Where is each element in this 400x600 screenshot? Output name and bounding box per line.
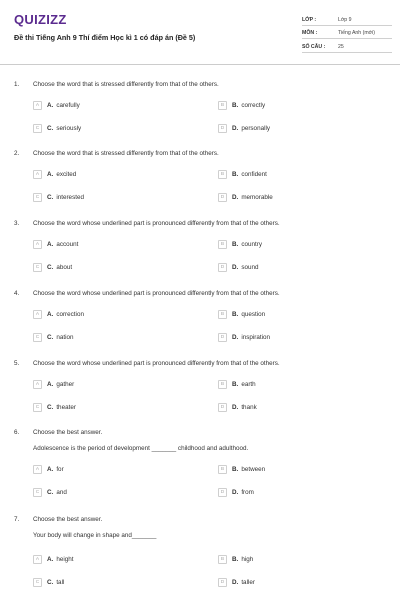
option-checkbox[interactable]: D [218, 124, 227, 133]
option-letter: B. [232, 170, 239, 178]
answer-option-b[interactable] [218, 309, 265, 319]
answer-option-d[interactable] [218, 123, 270, 133]
option-letter: C. [47, 124, 54, 132]
question-number: 5. [14, 360, 20, 367]
option-letter: C. [47, 193, 54, 201]
option-letter: C. [47, 488, 54, 496]
option-letter: A. [47, 101, 54, 109]
question-text: Choose the word whose underlined part is pronounced differently from that of the others. [33, 290, 280, 297]
answer-option-c[interactable] [33, 577, 64, 587]
question-text: Choose the best answer. [33, 516, 103, 523]
option-text: correction [56, 310, 84, 318]
option-letter: B. [232, 310, 239, 318]
option-checkbox[interactable]: A [33, 170, 42, 179]
option-letter: D. [232, 124, 239, 132]
option-checkbox[interactable]: A [33, 101, 42, 110]
option-text: earth [241, 380, 256, 388]
option-label [47, 556, 73, 563]
answer-option-b[interactable] [218, 379, 256, 389]
option-label [232, 171, 267, 178]
option-checkbox[interactable]: B [218, 465, 227, 474]
answer-option-b[interactable] [218, 239, 262, 249]
option-text: gather [56, 380, 75, 388]
answer-option-d[interactable] [218, 262, 258, 272]
question-text: Choose the word that is stressed differently from that of the others. [33, 81, 219, 88]
answer-option-c[interactable] [33, 402, 76, 412]
meta-row-subject [302, 26, 392, 40]
answer-option-d[interactable] [218, 332, 270, 342]
option-label [47, 489, 67, 496]
option-label [232, 489, 254, 496]
option-checkbox[interactable]: D [218, 333, 227, 342]
option-label [232, 466, 265, 473]
option-letter: C. [47, 578, 54, 586]
option-checkbox[interactable]: D [218, 403, 227, 412]
option-label [232, 125, 270, 132]
answer-option-c[interactable] [33, 262, 72, 272]
option-label [232, 556, 253, 563]
header-divider [0, 64, 400, 65]
option-letter: B. [232, 240, 239, 248]
option-checkbox[interactable]: C [33, 333, 42, 342]
option-text: personally [241, 124, 271, 132]
question-text: Choose the best answer. [33, 429, 103, 436]
option-text: question [241, 310, 266, 318]
question-number: 3. [14, 220, 20, 227]
option-checkbox[interactable]: A [33, 240, 42, 249]
option-text: excited [56, 170, 77, 178]
option-label [232, 102, 265, 109]
option-label [47, 404, 76, 411]
option-label [47, 171, 76, 178]
option-text: sound [241, 263, 259, 271]
meta-value: 25 [338, 43, 344, 50]
option-label [47, 102, 80, 109]
option-checkbox[interactable]: C [33, 488, 42, 497]
option-text: theater [56, 403, 76, 411]
option-label [232, 311, 265, 318]
option-label [47, 194, 84, 201]
option-checkbox[interactable]: B [218, 555, 227, 564]
option-label [47, 334, 73, 341]
answer-option-a[interactable] [33, 239, 78, 249]
option-letter: D. [232, 333, 239, 341]
option-text: thank [241, 403, 257, 411]
option-label [47, 466, 64, 473]
option-letter: A. [47, 465, 54, 473]
answer-option-a[interactable] [33, 379, 74, 389]
option-label [232, 334, 270, 341]
answer-option-d[interactable] [218, 577, 255, 587]
option-letter: C. [47, 263, 54, 271]
option-checkbox[interactable]: B [218, 101, 227, 110]
option-text: memorable [241, 193, 273, 201]
option-label [232, 264, 258, 271]
answer-option-a[interactable] [33, 169, 76, 179]
option-letter: A. [47, 240, 54, 248]
option-checkbox[interactable]: C [33, 263, 42, 272]
option-text: inspiration [241, 333, 271, 341]
option-letter: B. [232, 465, 239, 473]
answer-option-c[interactable] [33, 192, 84, 202]
option-text: height [56, 555, 74, 563]
option-text: carefully [56, 101, 80, 109]
option-text: nation [56, 333, 74, 341]
option-label [232, 194, 273, 201]
option-label [47, 264, 72, 271]
question-text: Choose the word whose underlined part is pronounced differently from that of the others. [33, 360, 280, 367]
option-checkbox[interactable]: C [33, 578, 42, 587]
meta-label: MÔN : [302, 30, 318, 36]
answer-option-a[interactable] [33, 309, 84, 319]
answer-option-c[interactable] [33, 332, 73, 342]
question-text: Choose the word whose underlined part is pronounced differently from that of the others. [33, 220, 280, 227]
answer-option-c[interactable] [33, 123, 81, 133]
option-label [232, 579, 255, 586]
option-label [232, 404, 257, 411]
option-text: correctly [241, 101, 266, 109]
meta-info [302, 12, 392, 53]
quizizz-logo: QUIZIZZ [14, 12, 67, 27]
option-label [47, 241, 78, 248]
option-checkbox[interactable]: B [218, 240, 227, 249]
option-letter: B. [232, 380, 239, 388]
option-text: and [56, 488, 67, 496]
question-number: 2. [14, 150, 20, 157]
answer-option-a[interactable] [33, 464, 64, 474]
option-text: interested [56, 193, 84, 201]
option-letter: D. [232, 578, 239, 586]
document-title: Đề thi Tiếng Anh 9 Thí điểm Học kì 1 có đáp án (Đề 5) [14, 33, 196, 42]
option-text: taller [241, 578, 255, 586]
option-letter: D. [232, 488, 239, 496]
option-checkbox[interactable]: B [218, 380, 227, 389]
option-letter: D. [232, 403, 239, 411]
option-text: country [241, 240, 262, 248]
option-letter: A. [47, 380, 54, 388]
option-text: high [241, 555, 254, 563]
question-text: Choose the word that is stressed differently from that of the others. [33, 150, 219, 157]
option-checkbox[interactable]: C [33, 403, 42, 412]
answer-option-a[interactable] [33, 100, 80, 110]
answer-option-a[interactable] [33, 554, 73, 564]
question-number: 6. [14, 429, 20, 436]
page-header [0, 0, 400, 64]
option-letter: A. [47, 310, 54, 318]
meta-value: Lớp 9 [338, 16, 352, 23]
option-letter: B. [232, 101, 239, 109]
option-checkbox[interactable]: A [33, 380, 42, 389]
option-letter: D. [232, 193, 239, 201]
answer-option-b[interactable] [218, 100, 265, 110]
option-letter: A. [47, 555, 54, 563]
answer-option-c[interactable] [33, 487, 67, 497]
option-text: account [56, 240, 79, 248]
question-number: 1. [14, 81, 20, 88]
option-label [47, 125, 81, 132]
question-number: 7. [14, 516, 20, 523]
option-text: between [241, 465, 266, 473]
option-text: for [56, 465, 64, 473]
option-checkbox[interactable]: C [33, 193, 42, 202]
option-letter: D. [232, 263, 239, 271]
question-number: 4. [14, 290, 20, 297]
option-letter: C. [47, 333, 54, 341]
meta-row-count [302, 39, 392, 53]
option-checkbox[interactable]: A [33, 310, 42, 319]
option-text: tall [56, 578, 65, 586]
option-letter: C. [47, 403, 54, 411]
question-prompt: Adolescence is the period of development _______ childhood and adulthood. [33, 445, 249, 452]
option-label [232, 241, 262, 248]
option-checkbox[interactable]: A [33, 465, 42, 474]
option-text: from [241, 488, 254, 496]
meta-row-class [302, 12, 392, 26]
option-text: confident [241, 170, 267, 178]
meta-label: LỚP : [302, 16, 317, 23]
option-checkbox[interactable]: B [218, 170, 227, 179]
option-checkbox[interactable]: D [218, 263, 227, 272]
option-checkbox[interactable]: B [218, 310, 227, 319]
answer-option-d[interactable] [218, 402, 257, 412]
meta-label: SỐ CÂU : [302, 43, 326, 50]
option-label [47, 311, 84, 318]
option-checkbox[interactable]: D [218, 488, 227, 497]
meta-value: Tiếng Anh (mới) [338, 30, 375, 36]
option-checkbox[interactable]: C [33, 124, 42, 133]
option-text: about [56, 263, 73, 271]
option-letter: B. [232, 555, 239, 563]
answer-option-b[interactable] [218, 464, 265, 474]
answer-option-d[interactable] [218, 192, 273, 202]
option-checkbox[interactable]: D [218, 578, 227, 587]
option-label [47, 579, 64, 586]
option-checkbox[interactable]: D [218, 193, 227, 202]
answer-option-d[interactable] [218, 487, 254, 497]
option-checkbox[interactable]: A [33, 555, 42, 564]
option-text: seriously [56, 124, 82, 132]
option-letter: A. [47, 170, 54, 178]
answer-option-b[interactable] [218, 554, 253, 564]
option-label [232, 381, 256, 388]
answer-option-b[interactable] [218, 169, 267, 179]
question-prompt: Your body will change in shape and_______ [33, 532, 157, 539]
option-label [47, 381, 74, 388]
